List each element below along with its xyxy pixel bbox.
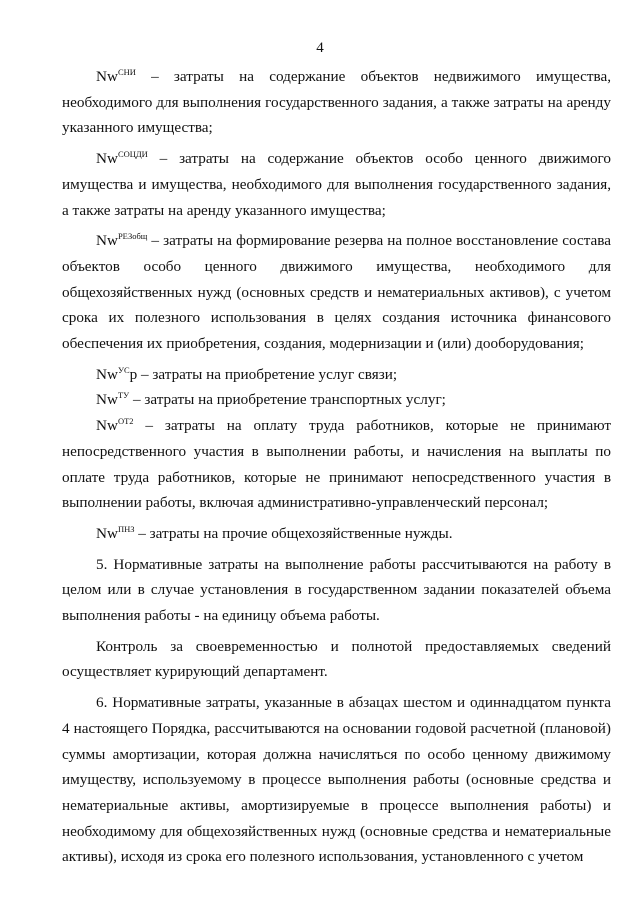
paragraph-nw-rez	[62, 228, 611, 357]
paragraph-nw-us	[62, 362, 611, 388]
formula-symbol: Nw	[96, 417, 118, 435]
formula-superscript: СНИ	[117, 67, 136, 77]
paragraph-text: 5. Нормативные затраты на выполнение работы рассчитываются на работу в целом или в случае установления в государственном задании показателей объема выполнения работы - на единицу объема работы.	[62, 555, 611, 625]
formula-superscript: ПНЗ	[117, 523, 135, 534]
paragraph-nw-ot2	[62, 413, 611, 516]
paragraph-text: – затраты на содержание объектов недвижимого имущества, необходимого для выполнения государственного задания, а также затраты на аренду указанного имущества;	[62, 68, 611, 137]
paragraph-item-5	[62, 552, 611, 629]
formula-symbol: Nw	[96, 391, 118, 409]
formula-symbol: Nw	[96, 365, 118, 383]
formula-symbol: Nw	[96, 150, 118, 168]
paragraph-text: – затраты на прочие общехозяйственные нужды.	[134, 524, 453, 542]
formula-superscript: ОТ2	[117, 416, 134, 427]
formula-superscript: ТУ	[117, 390, 130, 401]
paragraph-text: Контроль за своевременностью и полнотой предоставляемых сведений осуществляет курирующий департамент.	[62, 637, 611, 681]
paragraph-nw-socdi	[62, 146, 611, 223]
paragraph-text: – затраты на оплату труда работников, которые не принимают непосредственного участия в выполнении работы, и начисления на выплаты по оплате труда работников, которые не принимают непосредственного участия в выполнении работы, включая административно-управленческий персонал;	[62, 417, 611, 512]
paragraph-text: – затраты на приобретение транспортных услуг;	[129, 391, 446, 409]
paragraph-nw-sni	[62, 64, 611, 141]
paragraph-text: – затраты на формирование резерва на полное восстановление состава объектов особо ценного движимого имущества, необходимого для общехозяйственных нужд (основных средств и нематериальных активов), с учетом срока их полезного использования в целях создания источника финансового обеспечения их приобретения, создания, модернизации и (или) дооборудования;	[62, 232, 611, 353]
formula-symbol: Nw	[96, 232, 118, 250]
body-text	[62, 64, 611, 870]
paragraph-text: – затраты на содержание объектов особо ценного движимого имущества и имущества, необходимого для выполнения государственного задания, а также затраты на аренду указанного имущества;	[62, 150, 611, 219]
paragraph-nw-pnz	[62, 521, 611, 547]
paragraph-text: 6. Нормативные затраты, указанные в абзацах шестом и одиннадцатом пункта 4 настоящего Порядка, рассчитываются на основании годовой расчетной (плановой) суммы амортизации, которая должна начисляться по особо ценному движимому имуществу, используемому в процессе выполнения работы (основные средства и нематериальные активы, амортизируемые в процессе выполнения работы) и необходимому для общехозяйственных нужд (основные средства и нематериальные активы), исходя из срока его полезного использования, установленного с учетом	[62, 694, 611, 866]
formula-superscript: РЕЗобщ	[117, 231, 148, 242]
paragraph-nw-tu	[62, 387, 611, 413]
formula-symbol: Nw	[96, 524, 118, 542]
paragraph-control	[62, 634, 611, 685]
paragraph-item-6	[62, 690, 611, 870]
page-number: 4	[316, 40, 324, 56]
paragraph-text: р – затраты на приобретение услуг связи;	[129, 365, 398, 383]
formula-superscript: УС	[117, 364, 130, 375]
formula-symbol: Nw	[96, 68, 118, 85]
formula-superscript: СОЦДИ	[117, 149, 148, 160]
